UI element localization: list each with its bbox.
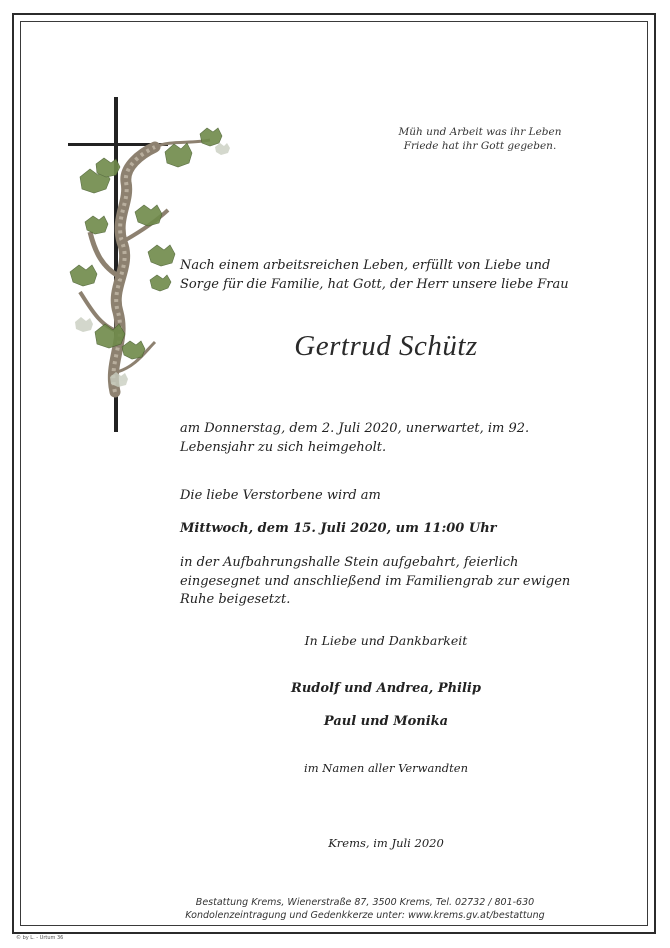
footer-website: Kondolenzeintragung und Gedenkkerze unter: www.krems.gv.at/bestattung <box>185 910 545 921</box>
announcement-text: Die liebe Verstorbene wird am <box>180 488 381 503</box>
motto-line-1: Müh und Arbeit was ihr Leben <box>398 126 562 138</box>
intro-text: Nach einem arbeitsreichen Leben, erfüllt von Liebe und Sorge für die Familie, hat Gott, der Herr unsere liebe Frau <box>180 258 569 292</box>
death-notice: am Donnerstag, dem 2. Juli 2020, unerwartet, im 92. Lebensjahr zu sich heimgeholt. <box>180 421 530 455</box>
gratitude-line: In Liebe und Dankbarkeit <box>304 633 468 648</box>
funeral-date: Mittwoch, dem 15. Juli 2020, um 11:00 Uhr <box>180 521 497 536</box>
mourners-line-1: Rudolf und Andrea, Philip <box>291 681 481 696</box>
motto <box>360 125 600 153</box>
mourners-line-2: Paul und Monika <box>323 714 449 729</box>
footer-address: Bestattung Krems, Wienerstraße 87, 3500 Krems, Tel. 02732 / 801-630 <box>195 897 535 908</box>
relatives-line: im Namen aller Verwandten <box>304 761 468 775</box>
place-date: Krems, im Juli 2020 <box>328 836 444 850</box>
copyright-note: © by L. - Urtum 36 <box>16 935 64 941</box>
motto-line-2: Friede hat ihr Gott gegeben. <box>403 140 557 152</box>
ceremony-text: in der Aufbahrungshalle Stein aufgebahrt, feierlich eingesegnet und anschließend im Familiengrab zur ewigen Ruhe beigesetzt. <box>180 555 571 607</box>
deceased-name: Gertrud Schütz <box>294 330 478 362</box>
